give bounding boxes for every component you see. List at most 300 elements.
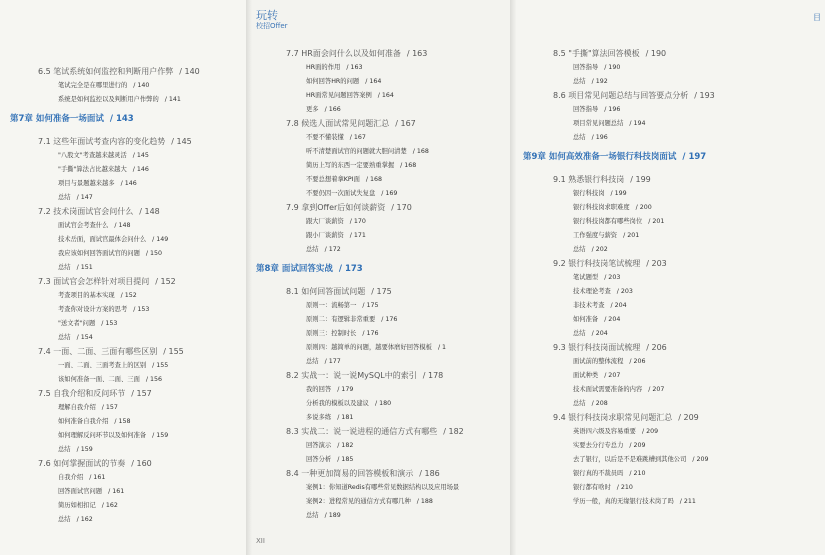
toc-section	[38, 458, 152, 469]
toc-page-ref: / 162	[76, 516, 93, 523]
toc-page-ref: / 159	[152, 432, 169, 439]
toc-entry	[573, 384, 664, 395]
toc-page-ref: / 196	[604, 106, 621, 113]
toc-title: 如何回答HR的问题	[306, 78, 360, 85]
toc-page-ref: / 182	[443, 427, 464, 436]
toc-entry	[58, 332, 93, 343]
toc-title: 总结	[306, 246, 319, 253]
toc-entry	[306, 160, 416, 171]
toc-entry	[58, 374, 162, 385]
toc-section	[553, 412, 699, 423]
toc-page-ref: / 146	[120, 180, 137, 187]
toc-title: 多说多练	[306, 414, 332, 421]
toc-entry	[58, 220, 131, 231]
toc-section	[286, 118, 416, 129]
toc-entry	[573, 230, 639, 241]
toc-entry	[58, 402, 118, 413]
toc-title: 学历一般，真的无缘银行技术岗了吗	[573, 498, 674, 505]
toc-section	[38, 66, 200, 77]
toc-entry	[306, 412, 353, 423]
toc-entry	[306, 132, 366, 143]
toc-page-ref: / 190	[645, 49, 667, 58]
toc-title: HR面的作用	[306, 64, 341, 71]
toc-entry	[58, 514, 93, 525]
toc-entry	[573, 454, 709, 465]
toc-page-ref: / 204	[591, 330, 608, 337]
page-gutter	[246, 0, 252, 555]
toc-entry	[58, 150, 149, 161]
toc-page-ref: / 176	[362, 330, 379, 337]
toc-entry	[573, 202, 652, 213]
toc-page-ref: / 167	[395, 119, 416, 128]
toc-title: 听不清楚面试官的问题就大胆问清楚	[306, 148, 407, 155]
toc-page-ref: / 188	[416, 498, 433, 505]
toc-page-ref: / 206	[629, 358, 646, 365]
toc-page-ref: / 181	[337, 414, 354, 421]
toc-title: 原则三：控制时长	[306, 330, 357, 337]
toc-page-ref: / 1	[437, 344, 447, 351]
toc-entry	[58, 430, 168, 441]
toc-title: 更多	[306, 106, 319, 113]
toc-page-ref: / 210	[616, 484, 633, 491]
toc-entry	[58, 164, 149, 175]
toc-entry	[306, 454, 353, 465]
toc-title: 7.9 拿到Offer后如何谈薪资	[286, 203, 386, 212]
toc-page-ref: / 152	[155, 277, 176, 286]
toc-page-ref: / 206	[646, 343, 667, 352]
header-title: 玩转	[256, 9, 278, 22]
toc-entry	[573, 496, 696, 507]
toc-entry	[573, 370, 620, 381]
toc-page-ref: / 158	[114, 418, 131, 425]
toc-page-ref: / 180	[374, 400, 392, 407]
toc-section	[38, 276, 176, 287]
toc-page-ref: / 140	[179, 67, 200, 76]
toc-title: 原则二：有逻辑非常重要	[306, 316, 376, 323]
toc-page-ref: / 167	[349, 134, 366, 141]
toc-section	[553, 342, 667, 353]
toc-title: 银行科技岗	[573, 190, 605, 197]
toc-title: 技术理论考查	[573, 288, 611, 295]
toc-entry	[573, 104, 620, 115]
toc-title: 7.8 候选人面试常见问题汇总	[286, 119, 390, 128]
toc-entry	[306, 356, 341, 367]
toc-page-ref: / 209	[692, 456, 709, 463]
toc-title: 系统是如何监控以及判断用户作弊的	[58, 96, 159, 103]
toc-entry	[58, 234, 168, 245]
toc-page-ref: / 210	[629, 470, 646, 477]
toc-page-ref: / 173	[338, 264, 363, 274]
toc-title: 面试官会考查什么	[58, 222, 109, 229]
running-header	[256, 10, 288, 30]
toc-entry	[306, 384, 353, 395]
toc-title: 8.2 实战一：说一说MySQL中的索引	[286, 371, 417, 380]
toc-page-ref: / 202	[591, 246, 608, 253]
toc-title: 第9章 如何高效准备一场银行科技岗面试	[523, 152, 677, 162]
toc-entry	[573, 356, 646, 367]
toc-page-ref: / 143	[109, 114, 134, 124]
toc-section	[286, 468, 440, 479]
toc-page-ref: / 194	[629, 120, 646, 127]
toc-title: 7.3 面试官会怎样针对项目提问	[38, 277, 150, 286]
toc-title: 非技术考查	[573, 302, 605, 309]
toc-title: 项目与景题越来越多	[58, 180, 115, 187]
toc-page-ref: / 163	[406, 49, 428, 58]
toc-title: 7.2 技术岗面试官会问什么	[38, 207, 134, 216]
toc-page-ref: / 163	[346, 64, 363, 71]
toc-page-ref: / 201	[648, 218, 665, 225]
toc-title: "八股文"考查越来越灵活	[58, 152, 127, 159]
toc-entry	[573, 328, 608, 339]
toc-entry	[573, 314, 620, 325]
toc-title: 项目常见问题总结	[573, 120, 624, 127]
toc-entry	[573, 244, 608, 255]
toc-title: 总结	[573, 246, 586, 253]
toc-title: 技术岳面，面试官最体会问什么	[58, 236, 147, 243]
toc-title: 工作强度与薪资	[573, 232, 618, 239]
toc-page-ref: / 155	[152, 362, 169, 369]
toc-title: 总结	[573, 330, 586, 337]
toc-page-ref: / 168	[400, 162, 417, 169]
toc-title: 总结	[58, 194, 71, 201]
toc-page-ref: / 189	[324, 512, 341, 519]
toc-page-ref: / 168	[365, 176, 383, 183]
toc-title: 原则一：流畅第一	[306, 302, 357, 309]
toc-entry	[306, 90, 394, 101]
toc-page-ref: / 207	[604, 372, 621, 379]
toc-entry	[306, 314, 397, 325]
toc-title: 考查项目的基本实现	[58, 292, 115, 299]
toc-page-ref: / 156	[145, 376, 163, 383]
toc-title: 实要去分行专总力	[573, 442, 624, 449]
toc-title: 银行都有啥时	[573, 484, 611, 491]
toc-page-ref: / 150	[145, 250, 163, 257]
toc-entry	[573, 216, 664, 227]
toc-chapter	[256, 264, 363, 275]
toc-section	[38, 206, 160, 217]
toc-entry	[573, 188, 627, 199]
toc-title: 不要仍因一次面试失复盘	[306, 190, 376, 197]
toc-page-ref: / 170	[391, 203, 412, 212]
toc-page-ref: / 151	[76, 264, 93, 271]
toc-entry	[306, 440, 353, 451]
toc-entry	[306, 482, 465, 493]
toc-page-ref: / 153	[133, 306, 150, 313]
page-mark: 目	[813, 13, 821, 22]
toc-title: 7.6 如何掌握面试的节奏	[38, 459, 126, 468]
toc-entry	[573, 132, 608, 143]
toc-title: 分析我的模板以及建议	[306, 400, 369, 407]
toc-page-ref: / 208	[591, 400, 608, 407]
toc-title: 9.4 银行科技岗求职常见问题汇总	[553, 413, 673, 422]
toc-entry	[58, 360, 168, 371]
toc-title: 简历上写的东西一定要熟重掌握	[306, 162, 395, 169]
toc-page-ref: / 175	[371, 287, 392, 296]
toc-page-ref: / 196	[591, 134, 608, 141]
toc-page-ref: / 193	[694, 91, 715, 100]
toc-entry	[573, 76, 608, 87]
toc-entry	[306, 244, 341, 255]
toc-entry	[573, 426, 658, 437]
toc-entry	[58, 178, 137, 189]
toc-title: 9.1 熟悉银行科技岗	[553, 175, 625, 184]
toc-page-ref: / 209	[678, 413, 699, 422]
toc-title: 总结	[58, 334, 71, 341]
toc-section	[38, 346, 184, 357]
toc-page-ref: / 157	[131, 389, 152, 398]
toc-page-ref: / 192	[591, 78, 608, 85]
toc-entry	[58, 318, 117, 329]
toc-page-ref: / 148	[139, 207, 160, 216]
toc-section	[553, 258, 667, 269]
toc-section	[286, 370, 443, 381]
toc-title: 笔试题型	[573, 274, 599, 281]
toc-entry	[306, 174, 382, 185]
toc-title: 总结	[58, 516, 71, 523]
toc-title: 8.1 如何回答面试问题	[286, 287, 366, 296]
toc-page-ref: / 201	[623, 232, 640, 239]
toc-page-ref: / 207	[648, 386, 665, 393]
toc-page-ref: / 197	[682, 152, 707, 162]
toc-entry	[58, 290, 137, 301]
toc-entry	[306, 216, 366, 227]
toc-title: 如何准备	[573, 316, 599, 323]
toc-title: 总结	[306, 358, 319, 365]
toc-entry	[58, 248, 162, 259]
toc-title: 第8章 面试回答实战	[256, 264, 333, 274]
toc-title: 银行科技岗都有哪些岗位	[573, 218, 643, 225]
toc-page-ref: / 149	[152, 236, 169, 243]
toc-page-ref: / 147	[76, 194, 93, 201]
toc-title: 我应该如何回答面试官的问题	[58, 250, 140, 257]
toc-page-ref: / 162	[101, 502, 118, 509]
toc-page-ref: / 145	[132, 152, 149, 159]
toc-title: 回答指导	[573, 106, 599, 113]
toc-entry	[58, 304, 149, 315]
toc-entry	[58, 192, 93, 203]
toc-page-ref: / 176	[381, 316, 398, 323]
toc-title: 去了银行，以后是不是难跳槽到其他公司	[573, 456, 687, 463]
toc-section	[553, 90, 715, 101]
toc-entry	[306, 62, 362, 73]
toc-page-ref: / 153	[101, 320, 118, 327]
toc-page-ref: / 140	[133, 82, 150, 89]
toc-title: 该如何准备一面、二面、三面	[58, 376, 140, 383]
toc-title: 8.3 实战二：说一说进程的通信方式有哪些	[286, 427, 438, 436]
page-number: XII	[256, 537, 265, 545]
toc-section	[38, 388, 152, 399]
toc-title: 第7章 如何准备一场面试	[10, 114, 104, 124]
toc-title: 回答指导	[573, 64, 599, 71]
toc-title: HR面常见问题回答案例	[306, 92, 372, 99]
toc-entry	[306, 146, 429, 157]
toc-page-ref: / 172	[324, 246, 341, 253]
toc-title: 面试前的整体流程	[573, 358, 624, 365]
toc-page-ref: / 141	[164, 96, 181, 103]
toc-entry	[306, 398, 391, 409]
toc-page-ref: / 159	[76, 446, 93, 453]
toc-title: 8.4 一种更加简易的回答模板和演示	[286, 469, 414, 478]
toc-page-ref: / 182	[337, 442, 354, 449]
toc-title: 7.4 一面、二面、三面有哪些区别	[38, 347, 158, 356]
toc-page-ref: / 161	[89, 474, 106, 481]
toc-title: 7.7 HR面会问什么以及如何准备	[286, 49, 401, 58]
toc-section	[38, 136, 192, 147]
toc-title: 案例2：进程常见的通信方式有哪几种	[306, 498, 411, 505]
toc-page-ref: / 204	[610, 302, 627, 309]
toc-page-right	[513, 0, 825, 555]
toc-entry	[573, 468, 646, 479]
toc-title: 自我介绍	[58, 474, 84, 481]
toc-title: 跟小厂谈薪资	[306, 232, 344, 239]
toc-title: 7.1 这些年面试考查内容的变化趋势	[38, 137, 166, 146]
toc-entry	[58, 444, 93, 455]
toc-entry	[306, 328, 379, 339]
toc-entry	[573, 440, 646, 451]
toc-title: 总结	[58, 264, 71, 271]
toc-title: 技术面试需要准备的内容	[573, 386, 643, 393]
toc-title: 回答面试官问题	[58, 488, 103, 495]
toc-entry	[58, 472, 105, 483]
toc-page-ref: / 157	[101, 404, 118, 411]
toc-title: 不要总想着拿KPI面	[306, 176, 360, 183]
toc-entry	[306, 496, 433, 507]
toc-page-ref: / 166	[324, 106, 341, 113]
toc-page-ref: / 199	[630, 175, 651, 184]
toc-page-ref: / 168	[412, 148, 429, 155]
toc-entry	[58, 500, 118, 511]
toc-title: 总结	[306, 512, 319, 519]
toc-title: 总结	[58, 446, 71, 453]
toc-entry	[573, 62, 620, 73]
toc-entry	[306, 76, 381, 87]
toc-entry	[58, 486, 124, 497]
toc-entry	[573, 482, 633, 493]
toc-title: 简历如相扣记	[58, 502, 96, 509]
toc-title: 一面、二面、三面考查上的区别	[58, 362, 147, 369]
toc-entry	[306, 104, 341, 115]
toc-page-ref: / 204	[604, 316, 621, 323]
toc-entry	[306, 300, 379, 311]
toc-entry	[306, 230, 366, 241]
toc-page-ref: / 145	[171, 137, 192, 146]
toc-title: 8.6 项目常见问题总结与回答要点分析	[553, 91, 689, 100]
toc-chapter	[523, 152, 706, 163]
toc-section	[286, 48, 427, 59]
toc-entry	[306, 188, 397, 199]
toc-entry	[58, 80, 149, 91]
toc-entry	[306, 342, 446, 353]
toc-title: 7.5 自我介绍和反问环节	[38, 389, 126, 398]
toc-title: 银行真的不裁员吗	[573, 470, 624, 477]
toc-title: 回答演示	[306, 442, 332, 449]
toc-entry	[58, 416, 131, 427]
toc-title: 英语四六级及容易重要	[573, 428, 636, 435]
toc-section	[286, 286, 392, 297]
toc-title: 回答分析	[306, 456, 332, 463]
toc-page-ref: / 211	[679, 498, 696, 505]
toc-page-ref: / 175	[362, 302, 379, 309]
toc-title: 面试种类	[573, 372, 599, 379]
toc-title: 如何准备自我介绍	[58, 418, 109, 425]
header-subtitle: 校招Offer	[256, 22, 288, 30]
toc-title: 9.2 银行科技岗笔试梳理	[553, 259, 641, 268]
toc-page-ref: / 179	[337, 386, 354, 393]
toc-title: 理解自我介绍	[58, 404, 96, 411]
toc-page-ref: / 178	[422, 371, 444, 380]
toc-title: 9.3 银行科技岗面试梳理	[553, 343, 641, 352]
toc-section	[553, 174, 651, 185]
toc-title: 我的回答	[306, 386, 332, 393]
toc-title: 考查你对设计方案的思考	[58, 306, 128, 313]
toc-chapter	[10, 114, 134, 125]
toc-page-ref: / 203	[646, 259, 667, 268]
toc-page-ref: / 155	[163, 347, 184, 356]
toc-title: 不要不懂装懂	[306, 134, 344, 141]
toc-section	[286, 426, 464, 437]
toc-entry	[573, 286, 633, 297]
toc-page-ref: / 161	[108, 488, 125, 495]
toc-title: 总结	[573, 400, 586, 407]
toc-page-ref: / 203	[616, 288, 633, 295]
toc-entry	[573, 272, 620, 283]
toc-entry	[58, 262, 93, 273]
toc-section	[553, 48, 666, 59]
toc-title: 如何理解反问环节以及如何准备	[58, 432, 147, 439]
toc-page-ref: / 190	[604, 64, 621, 71]
toc-entry	[573, 300, 627, 311]
toc-page-ref: / 203	[604, 274, 621, 281]
toc-page-left	[0, 0, 248, 555]
toc-title: 总结	[573, 134, 586, 141]
toc-page-ref: / 177	[324, 358, 341, 365]
toc-section	[286, 202, 412, 213]
toc-page-ref: / 160	[131, 459, 152, 468]
toc-page-ref: / 186	[419, 469, 440, 478]
toc-page-ref: / 170	[349, 218, 366, 225]
toc-page-ref: / 171	[349, 232, 366, 239]
toc-page-ref: / 169	[381, 190, 398, 197]
toc-title: 跟大厂谈薪资	[306, 218, 344, 225]
toc-page-ref: / 185	[337, 456, 354, 463]
toc-entry	[306, 510, 341, 521]
toc-page-ref: / 209	[641, 428, 659, 435]
toc-page-ref: / 164	[377, 92, 394, 99]
toc-page-ref: / 146	[132, 166, 149, 173]
toc-title: 案例1：你知道Redis有哪些常见数据结构以及应用场景	[306, 484, 460, 491]
toc-title: 总结	[573, 78, 586, 85]
page-gutter	[510, 0, 516, 555]
toc-page-middle	[248, 0, 513, 555]
toc-page-ref: / 209	[629, 442, 646, 449]
toc-page-ref: / 164	[365, 78, 382, 85]
toc-page-ref: / 154	[76, 334, 93, 341]
toc-title: "送文者"问题	[58, 320, 96, 327]
toc-entry	[573, 398, 608, 409]
toc-page-ref: / 148	[114, 222, 131, 229]
toc-page-ref: / 199	[610, 190, 627, 197]
toc-title: "手撕"算法占比越来越大	[58, 166, 127, 173]
toc-title: 笔试完全是在哪里进行的	[58, 82, 128, 89]
toc-title: 8.5 "手撕"算法回答模板	[553, 49, 640, 58]
toc-page-ref: / 152	[120, 292, 137, 299]
toc-title: 银行科技岗求职难度	[573, 204, 630, 211]
toc-entry	[58, 94, 181, 105]
toc-entry	[573, 118, 646, 129]
toc-page-ref: / 200	[635, 204, 652, 211]
toc-title: 原则四：越简单的问题，越要体磨好回答模板	[306, 344, 432, 351]
toc-title: 6.5 笔试系统如何监控和判断用户作弊	[38, 67, 174, 76]
